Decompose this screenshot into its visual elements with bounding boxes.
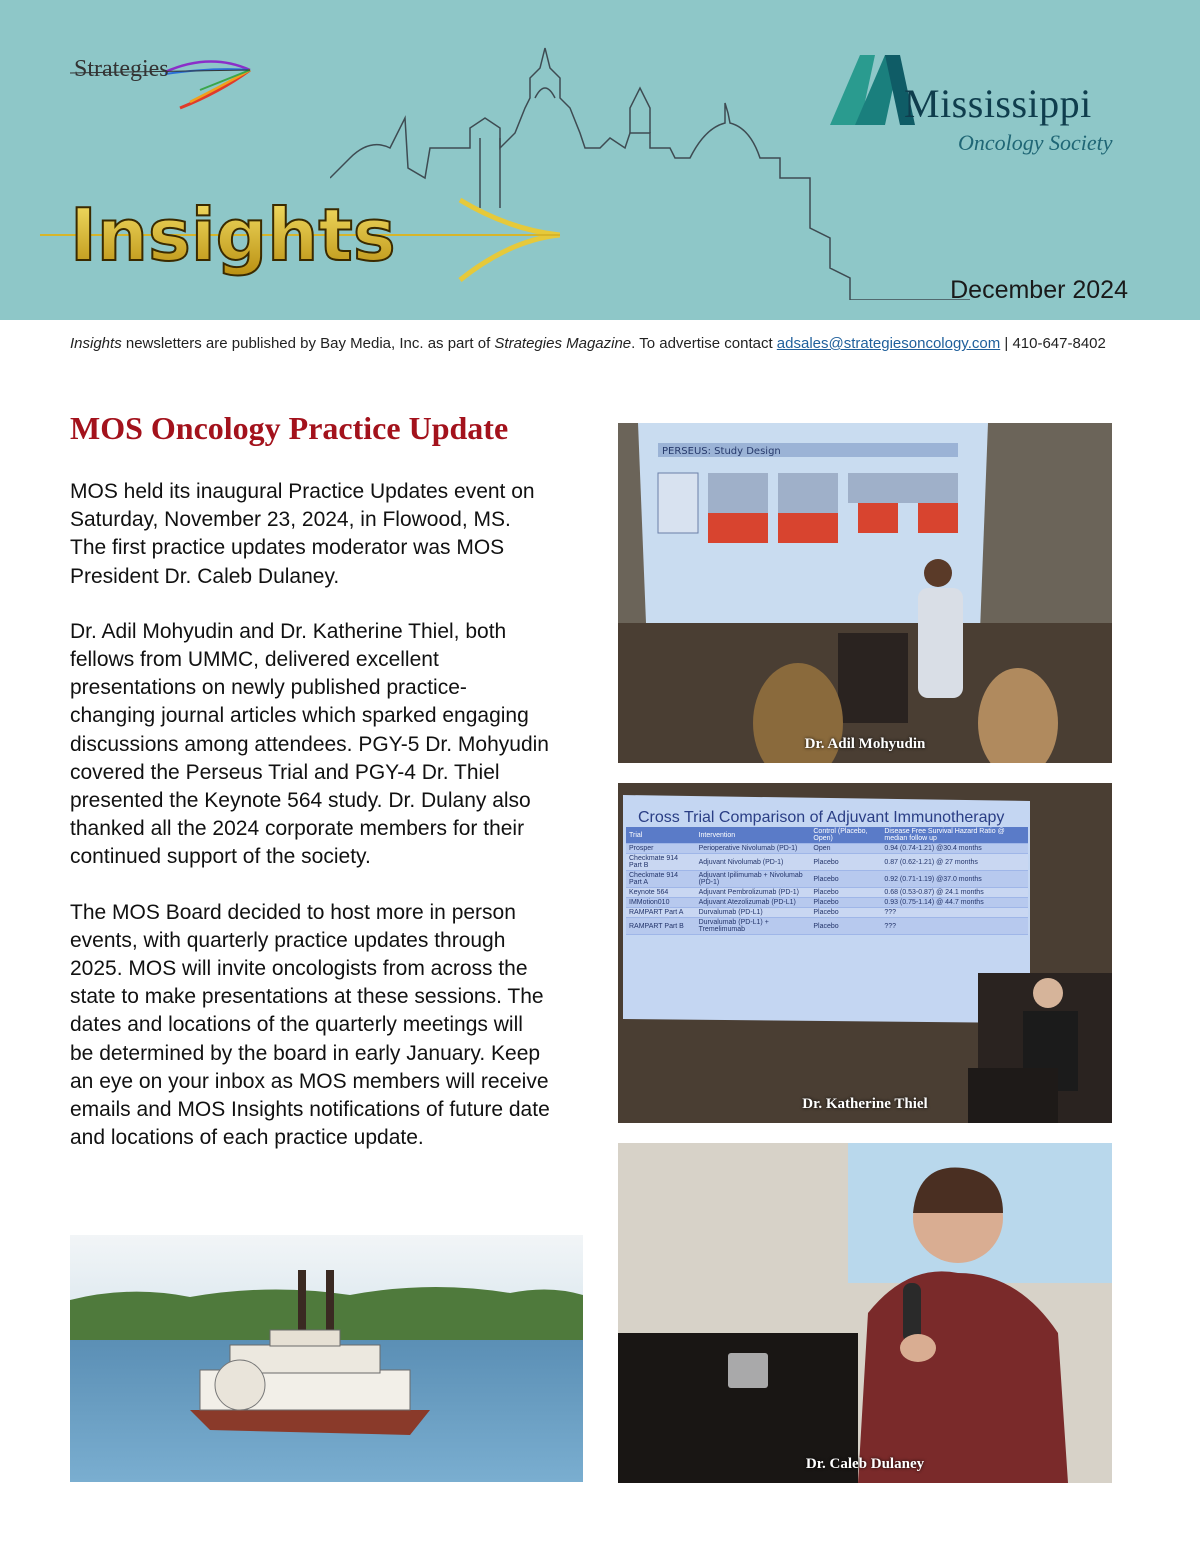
slide-table-cell: IMMotion010 bbox=[626, 898, 696, 908]
publisher-text-2: . To advertise contact bbox=[631, 335, 773, 352]
slide-table-cell: Placebo bbox=[810, 888, 881, 898]
slide-title: Cross Trial Comparison of Adjuvant Immunotherapy bbox=[638, 809, 1005, 826]
photo-caption: Dr. Katherine Thiel bbox=[802, 1096, 928, 1112]
riverboat-illustration bbox=[70, 1235, 583, 1482]
slide-table-cell: Adjuvant Ipilimumab + Nivolumab (PD-1) bbox=[696, 871, 811, 888]
publisher-info bbox=[70, 335, 1130, 352]
advertising-email-link[interactable]: adsales@strategiesoncology.com bbox=[776, 335, 1001, 352]
magazine-name: Strategies Magazine bbox=[494, 335, 632, 352]
slide-table-cell: Durvalumab (PD-L1) bbox=[696, 908, 811, 918]
photo-adil-mohyudin bbox=[618, 423, 1112, 763]
photo-caleb-dulaney bbox=[618, 1143, 1112, 1483]
slide-table-cell: 0.92 (0.71-1.19) @37.0 months bbox=[881, 871, 1028, 888]
slide-table-cell: 0.94 (0.74-1.21) @30.4 months bbox=[881, 844, 1028, 854]
header-banner bbox=[0, 0, 1200, 320]
slide-table-cell: ??? bbox=[881, 918, 1028, 935]
presentation-photo-3 bbox=[618, 1143, 1112, 1483]
slide-table-header-cell: Intervention bbox=[696, 827, 811, 844]
slide-table-cell: Prosper bbox=[626, 844, 696, 854]
article-paragraph: The MOS Board decided to host more in person events, with quarterly practice updates through 2025. MOS will invite oncologists from across the state to make presentations at these sessions. The dates and locations of the quarterly meetings will be determined by the board in early January. Keep an eye on your inbox as MOS members will receive emails and MOS Insights notifications of future date and locations of each practice update. bbox=[70, 900, 550, 1150]
slide-comparison-table bbox=[626, 827, 1028, 935]
slide-table-cell: Placebo bbox=[810, 871, 881, 888]
slide-table-cell: Perioperative Nivolumab (PD-1) bbox=[696, 844, 811, 854]
slide-table-cell: RAMPART Part A bbox=[626, 908, 696, 918]
slide-table-header-cell: Control (Placebo, Open) bbox=[810, 827, 881, 844]
slide-table-row bbox=[626, 854, 1028, 871]
slide-table-cell: Adjuvant Atezolizumab (PD-L1) bbox=[696, 898, 811, 908]
strategies-brand: Strategies bbox=[74, 56, 169, 82]
slide-table-row bbox=[626, 918, 1028, 935]
slide-table-cell: Keynote 564 bbox=[626, 888, 696, 898]
slide-table-header-cell: Disease Free Survival Hazard Ratio @ median follow up bbox=[881, 827, 1028, 844]
slide-table-header-row bbox=[626, 827, 1028, 844]
slide-table-row bbox=[626, 898, 1028, 908]
slide-table-cell: Placebo bbox=[810, 854, 881, 871]
insights-wordmark: Insights bbox=[70, 193, 396, 277]
slide-table-cell: Placebo bbox=[810, 918, 881, 935]
photo-caption: Dr. Caleb Dulaney bbox=[805, 1456, 925, 1472]
article-title: MOS Oncology Practice Update bbox=[70, 410, 509, 446]
insights-wordmark-logo bbox=[40, 180, 560, 290]
slide-table-row bbox=[626, 888, 1028, 898]
slide-table-cell: Adjuvant Pembrolizumab (PD-1) bbox=[696, 888, 811, 898]
slide-table-cell: Durvalumab (PD-L1) + Tremelimumab bbox=[696, 918, 811, 935]
article-paragraph: MOS held its inaugural Practice Updates event on Saturday, November 23, 2024, in Flowood, MS. The first practice updates moderator was MOS President Dr. Caleb Dulaney. bbox=[70, 480, 535, 588]
phone-number: | 410-647-8402 bbox=[1004, 335, 1106, 352]
photo-katherine-thiel bbox=[618, 783, 1112, 1123]
slide-table-cell: 0.87 (0.62-1.21) @ 27 months bbox=[881, 854, 1028, 871]
slide-table-header-cell: Trial bbox=[626, 827, 696, 844]
presentation-photo-1 bbox=[618, 423, 1112, 763]
slide-table-cell: Checkmate 914 Part B bbox=[626, 854, 696, 871]
riverboat-image bbox=[70, 1235, 583, 1482]
slide-table-cell: ??? bbox=[881, 908, 1028, 918]
issue-date: December 2024 bbox=[950, 276, 1128, 304]
article-body bbox=[70, 478, 550, 1179]
photo-caption: Dr. Adil Mohyudin bbox=[804, 736, 926, 752]
slide-title: PERSEUS: Study Design bbox=[662, 446, 781, 457]
article-paragraph: Dr. Adil Mohyudin and Dr. Katherine Thiel, both fellows from UMMC, delivered excellent presentations on newly published practice-changing journal articles which sparked engaging discussions among attendees. PGY-5 Dr. Mohyudin covered the Perseus Trial and PGY-4 Dr. Thiel presented the Keynote 564 study. Dr. Dulany also thanked all the 2024 corporate members for their continued support of the society. bbox=[70, 619, 549, 869]
slide-table-cell: RAMPART Part B bbox=[626, 918, 696, 935]
slide-table-row bbox=[626, 908, 1028, 918]
slide-table-cell: Checkmate 914 Part A bbox=[626, 871, 696, 888]
society-name: Mississippi bbox=[904, 81, 1092, 126]
slide-table-row bbox=[626, 871, 1028, 888]
slide-table-cell: Adjuvant Nivolumab (PD-1) bbox=[696, 854, 811, 871]
slide-table-cell: 0.93 (0.75-1.14) @ 44.7 months bbox=[881, 898, 1028, 908]
slide-table-cell: Placebo bbox=[810, 908, 881, 918]
publisher-text: newsletters are published by Bay Media, Inc. as part of bbox=[125, 335, 491, 352]
society-subtitle: Oncology Society bbox=[958, 130, 1113, 155]
slide-table-cell: Placebo bbox=[810, 898, 881, 908]
slide-table-cell: Open bbox=[810, 844, 881, 854]
publisher-title: Insights bbox=[70, 335, 122, 352]
slide-table-cell: 0.68 (0.53-0.87) @ 24.1 months bbox=[881, 888, 1028, 898]
slide-table-row bbox=[626, 844, 1028, 854]
